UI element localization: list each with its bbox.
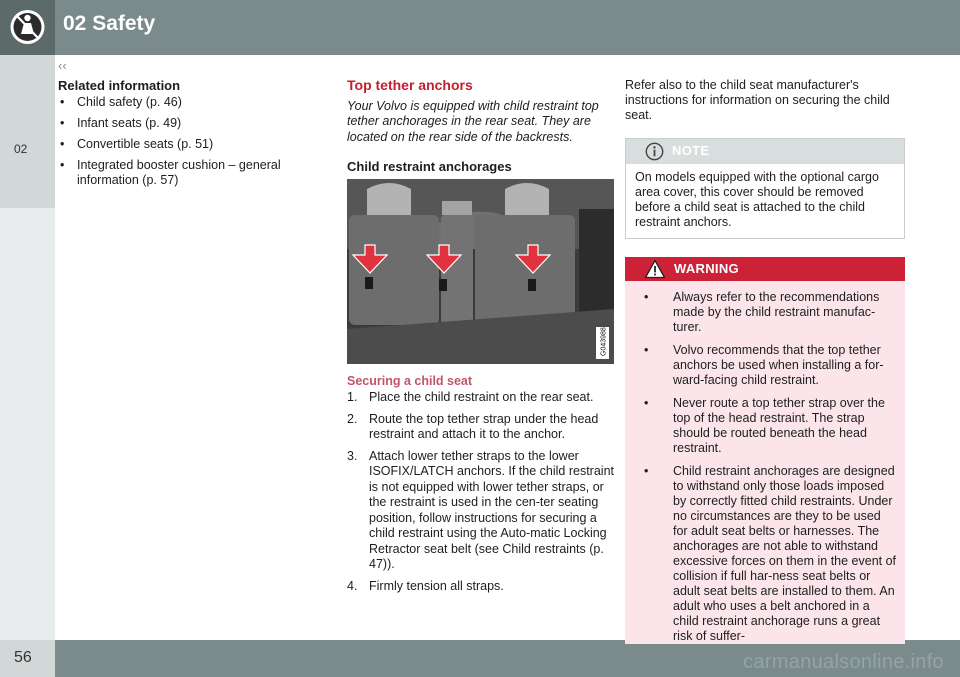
chapter-title: 02 Safety: [63, 12, 156, 35]
warning-header: [625, 257, 905, 281]
securing-heading: Securing a child seat: [347, 373, 473, 388]
related-link[interactable]: • Convertible seats (p. 51): [58, 137, 308, 152]
anchorage-illustration: [347, 179, 614, 364]
top-tether-heading: Top tether anchors: [347, 77, 473, 93]
manufacturer-instructions-text: Refer also to the child seat manufacturer's instructions for information on securing the child seat.: [625, 78, 890, 122]
note-body: On models equipped with the optional cargo area cover, this cover should be removed before a child seat is attached to the child restraint anchors.: [635, 170, 879, 229]
top-tether-section: [347, 78, 615, 600]
watermark: carmanualsonline.info: [743, 651, 944, 673]
step-item: 2. Route the top tether strap under the head restraint and attach it to the anchor.: [347, 411, 599, 441]
warning-triangle-icon: [644, 259, 666, 279]
step-item: 4. Firmly tension all straps.: [347, 578, 504, 593]
related-info-section: [58, 78, 308, 194]
step-item: 3. Attach lower tether straps to the lower ISOFIX/LATCH anchors. If the child restraint is not equipped with lower tether straps, or the restraint is used in the cen-ter seating position, follow instructions for securing a child restraint using the Auto-matic Locking Retractor seat belt (see Child restraints (p. 47)).: [347, 448, 614, 571]
warning-box: [625, 257, 905, 644]
note-header: [626, 139, 904, 164]
info-icon: [645, 142, 664, 161]
related-link[interactable]: • Integrated booster cushion – general information (p. 57): [58, 158, 308, 188]
related-link[interactable]: • Child safety (p. 46): [58, 95, 308, 110]
warning-item: • Always refer to the recommendations made by the child restraint manufac-turer.: [635, 290, 897, 335]
warning-item: • Never route a top tether strap over the top of the head restraint. The strap should be routed beneath the head restraint.: [635, 396, 897, 456]
securing-steps: [347, 390, 615, 594]
related-heading: Related information: [58, 78, 181, 93]
warning-list: [625, 281, 905, 644]
page-number: 56: [14, 649, 32, 666]
image-code: G043988: [600, 326, 608, 356]
chapter-tab-label[interactable]: 02: [14, 142, 28, 156]
warning-item: • Child restraint anchorages are designed to withstand only those loads imposed by correctly fitted child restraints. Under no circumstances are they to be used for adult seat belts or harnesses. The anchorages are not able to withstand excessive forces on them in the event of collision if full har-ness seat belts or adult seat belts are installed to them. An adult who uses a belt anchored in a child restraint anchorage runs a great risk of suffer-: [635, 464, 897, 644]
related-link[interactable]: • Infant seats (p. 49): [58, 116, 308, 131]
note-box: [625, 138, 905, 239]
back-link-icon[interactable]: ‹‹: [58, 58, 67, 73]
side-strip: [0, 208, 55, 640]
warning-title: WARNING: [674, 261, 739, 276]
related-list: [58, 95, 308, 188]
warning-item: • Volvo recommends that the top tether anchors be used when installing a for-ward-facing child restraint.: [635, 343, 897, 388]
top-tether-intro: Your Volvo is equipped with child restraint top tether anchorages in the rear seat. They are located on the rear side of the backrests.: [347, 98, 599, 144]
right-column: [625, 78, 905, 652]
chapter-tab-area: [0, 55, 55, 208]
note-title: NOTE: [672, 143, 710, 158]
safety-logo-icon: [9, 7, 46, 47]
anchorages-subheading: Child restraint anchorages: [347, 159, 512, 174]
logo-box: [0, 0, 55, 55]
step-item: 1. Place the child restraint on the rear seat.: [347, 390, 594, 404]
